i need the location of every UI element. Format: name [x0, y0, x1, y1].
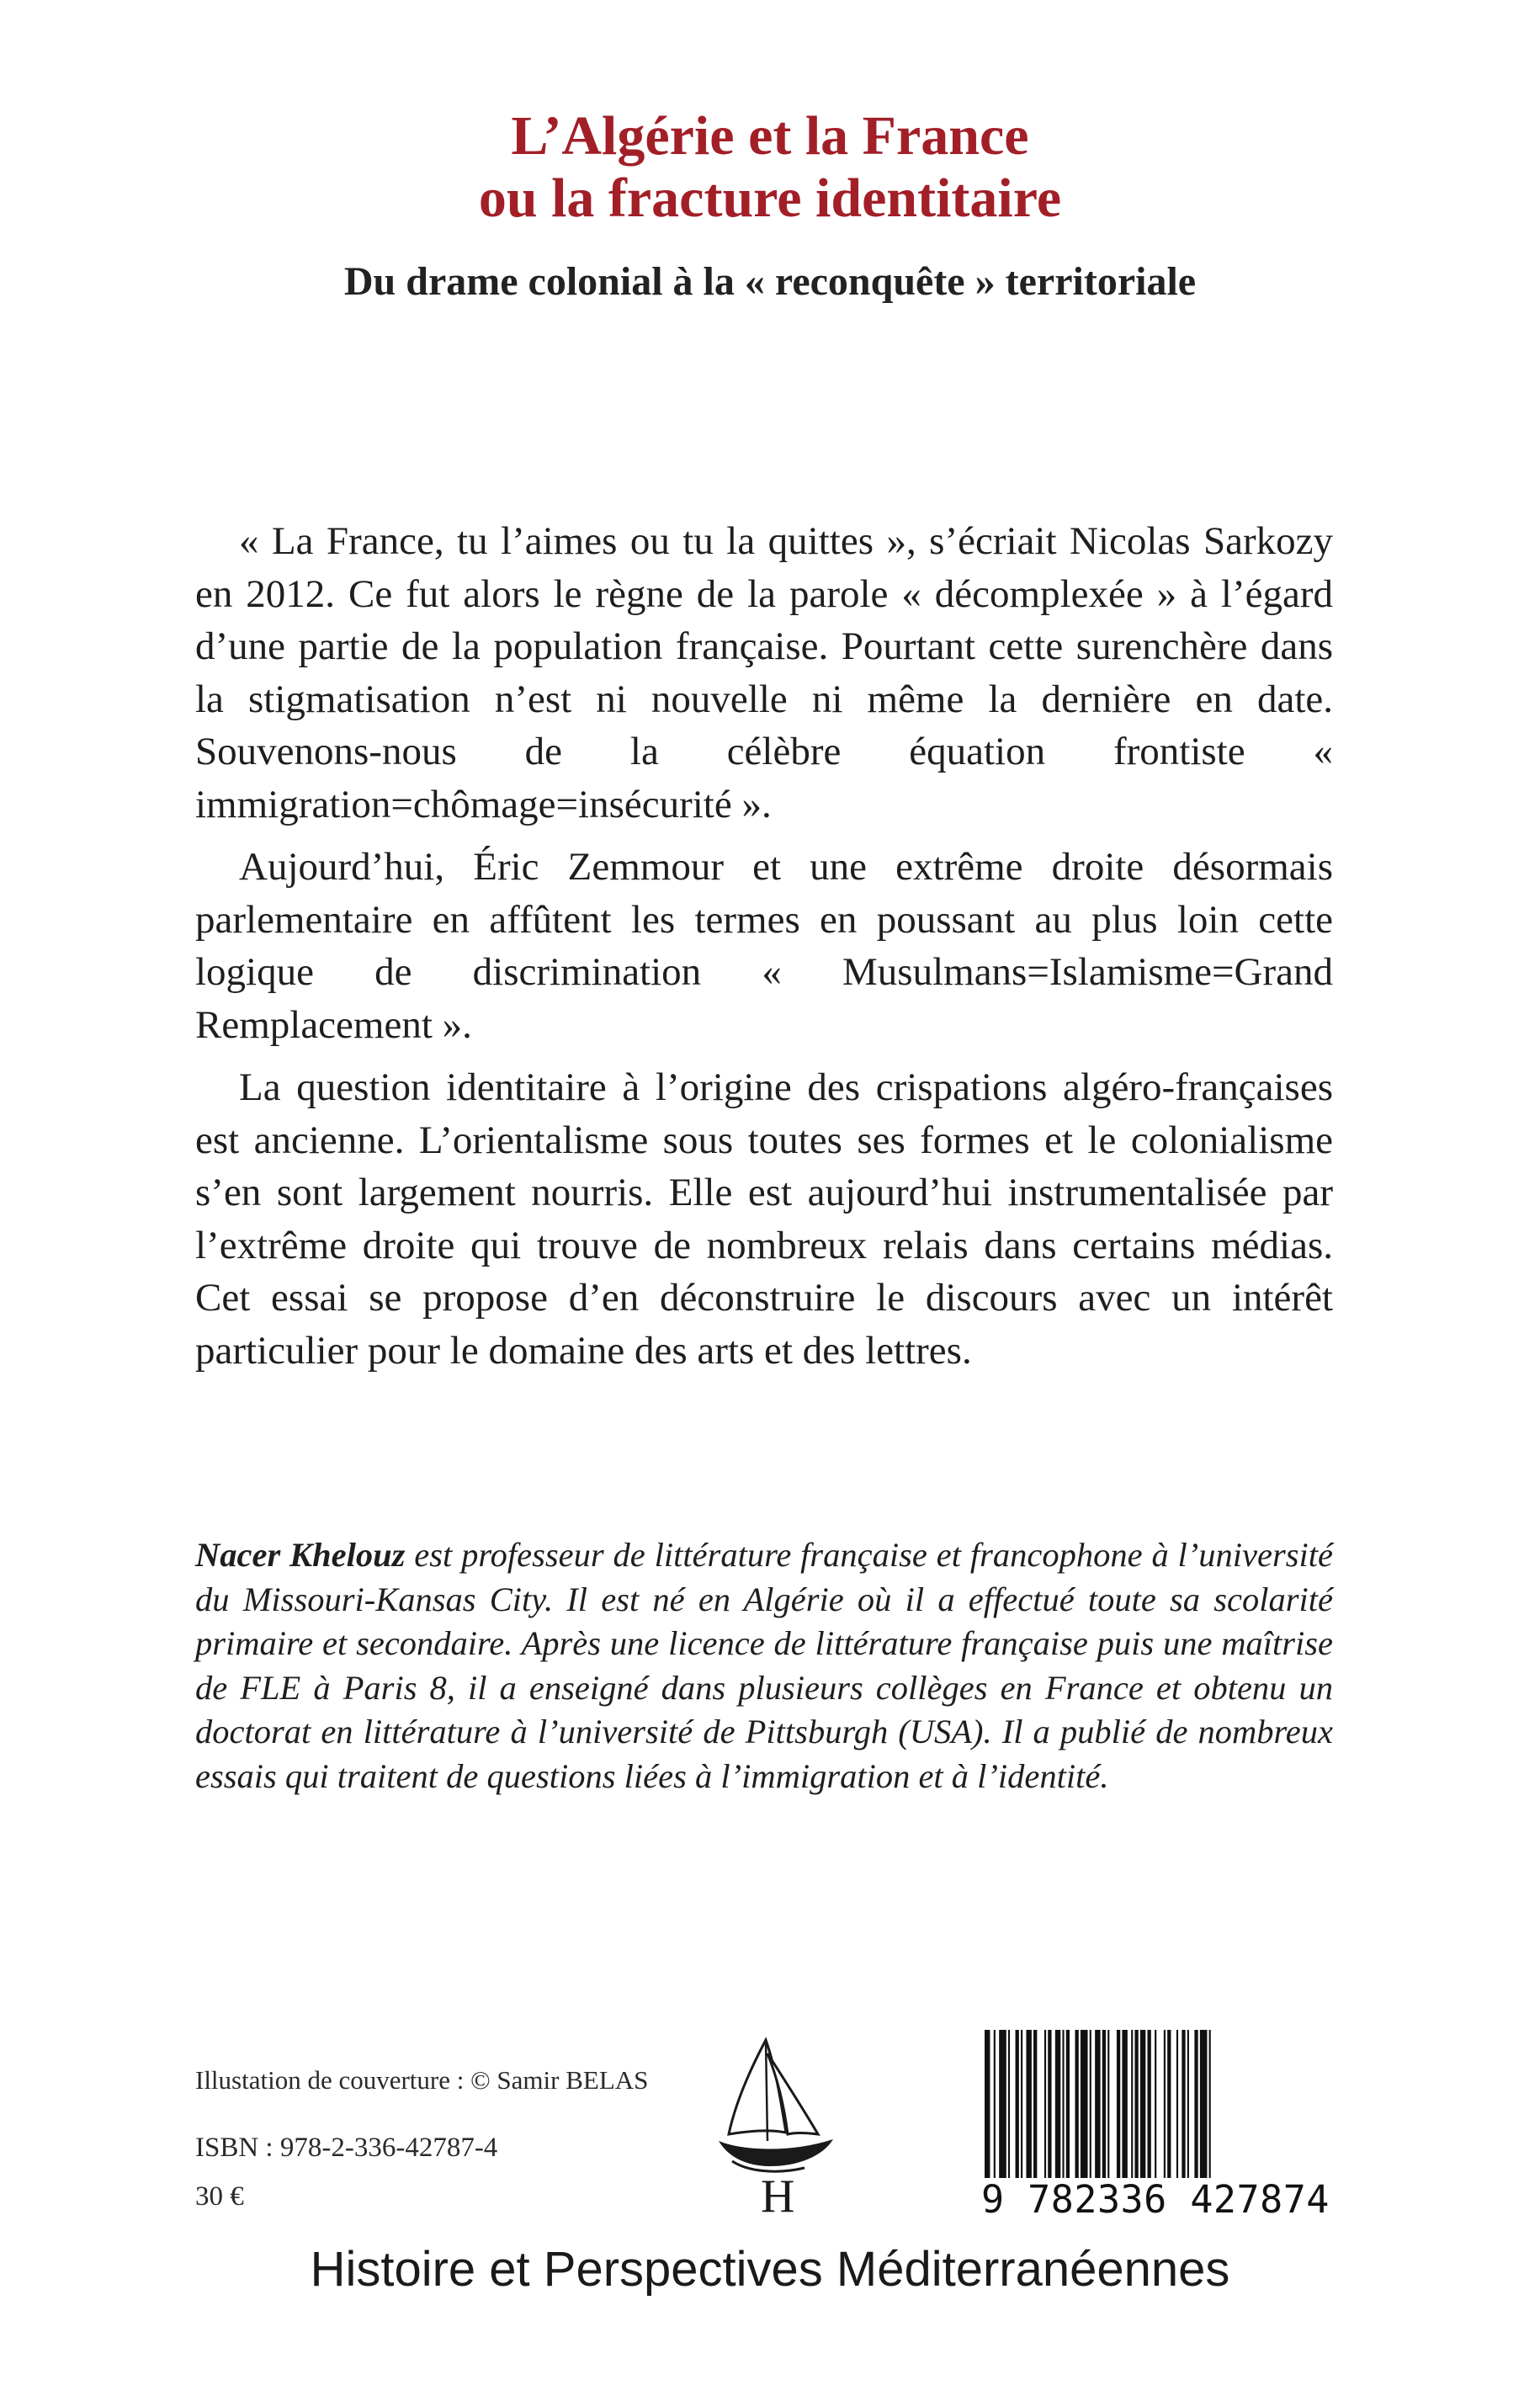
barcode-bar — [1102, 2030, 1106, 2178]
book-title — [0, 105, 1540, 230]
book-subtitle: Du drame colonial à la « reconquête » territoriale — [343, 259, 1197, 304]
author-bio-text: est professeur de littérature française et francophone à l’université du Missouri-Kansas City. Il est né en Algérie où il a effectué toute sa scolarité primaire et secondaire. Après une licence de littérature française puis une maîtrise de FLE à Paris 8, il a enseigné dans plusieurs collèges en France et obtenu un doctorat en littérature à l’université de Pittsburgh (USA). Il a publié de nombreux essais qui traitent de questions liées à l’immigration et à l’identité. — [195, 1536, 1334, 1795]
barcode-bar — [1044, 2030, 1046, 2178]
book-title-line-1: L’Algérie et la France — [511, 105, 1029, 167]
barcode-bar — [1048, 2030, 1051, 2178]
barcode-bar — [999, 2030, 1006, 2178]
barcode-icon — [981, 2030, 1338, 2178]
barcode-bar — [1187, 2030, 1189, 2178]
barcode-bar — [1209, 2030, 1211, 2178]
barcode-bar — [1131, 2030, 1133, 2178]
barcode-bar — [1016, 2030, 1019, 2178]
isbn: ISBN : 978-2-336-42787-4 — [195, 2133, 498, 2163]
barcode-bar — [1062, 2030, 1064, 2178]
harmattan-boat-logo-icon — [717, 2035, 836, 2216]
barcode-bar — [1182, 2030, 1185, 2178]
svg-text:H: H — [761, 2170, 795, 2216]
barcode-bar — [1033, 2030, 1037, 2178]
price: 30 € — [195, 2181, 244, 2212]
barcode-bar — [1167, 2030, 1171, 2178]
barcode-bar — [1164, 2030, 1166, 2178]
barcode-bar — [1140, 2030, 1145, 2178]
barcode-bar — [1194, 2030, 1197, 2178]
barcode-bar — [1134, 2030, 1138, 2178]
barcode-bar — [1155, 2030, 1156, 2178]
barcode-bar — [1200, 2030, 1208, 2178]
barcode-bar — [985, 2030, 990, 2178]
barcode-bar — [1066, 2030, 1070, 2178]
barcode-bar — [1081, 2030, 1088, 2178]
barcode-bar — [1055, 2030, 1060, 2178]
barcode-bar — [1090, 2030, 1091, 2178]
barcode-digits: 9 782336 427874 — [981, 2177, 1330, 2222]
barcode-bar — [1117, 2030, 1120, 2178]
barcode-bar — [994, 2030, 996, 2178]
barcode-bar — [1026, 2030, 1031, 2178]
blurb-paragraph: Aujourd’hui, Éric Zemmour et une extrême droite désormais parlementaire en affûtent les termes en poussant au plus loin cette logique de discrimination « Musulmans=Islamisme=Grand Remplacement ». — [195, 845, 1333, 1047]
barcode-bar — [1148, 2030, 1151, 2178]
barcode-bar — [1075, 2030, 1079, 2178]
barcode-bar — [1021, 2030, 1022, 2178]
blurb — [195, 515, 1333, 1387]
illustration-credit: Illustation de couverture : © Samir BELAS — [195, 2065, 649, 2095]
author-bio — [195, 1533, 1333, 1798]
barcode-bar — [1176, 2030, 1178, 2178]
blurb-paragraph: « La France, tu l’aimes ou tu la quittes », s’écriait Nicolas Sarkozy en 2012. Ce fut alors le règne de la parole « décomplexée » à l’égard d’une partie de la population française. Pourtant cette surenchère dans la stigmatisation n’est ni nouvelle ni même la dernière en date. Souvenons-nous de la célèbre équation frontiste « immigration=chômage=insécurité ». — [195, 519, 1333, 826]
collection-name: Histoire et Perspectives Méditerranéennes — [310, 2242, 1230, 2297]
blurb-paragraph: La question identitaire à l’origine des crispations algéro-françaises est ancienne. L’orientalisme sous toutes ses formes et le colonialisme s’en sont largement nourris. Elle est aujourd’hui instrumentalisée par l’extrême droite qui trouve de nombreux relais dans certains médias. Cet essai se propose d’en déconstruire le discours avec un intérêt particulier pour le domaine des arts et des lettres. — [195, 1065, 1333, 1373]
barcode-bar — [1107, 2030, 1109, 2178]
barcode-bar — [1008, 2030, 1010, 2178]
author-name: Nacer Khelouz — [195, 1536, 406, 1574]
book-title-line-2: ou la fracture identitaire — [478, 167, 1062, 229]
barcode-bar — [1122, 2030, 1127, 2178]
barcode-bar — [1095, 2030, 1100, 2178]
